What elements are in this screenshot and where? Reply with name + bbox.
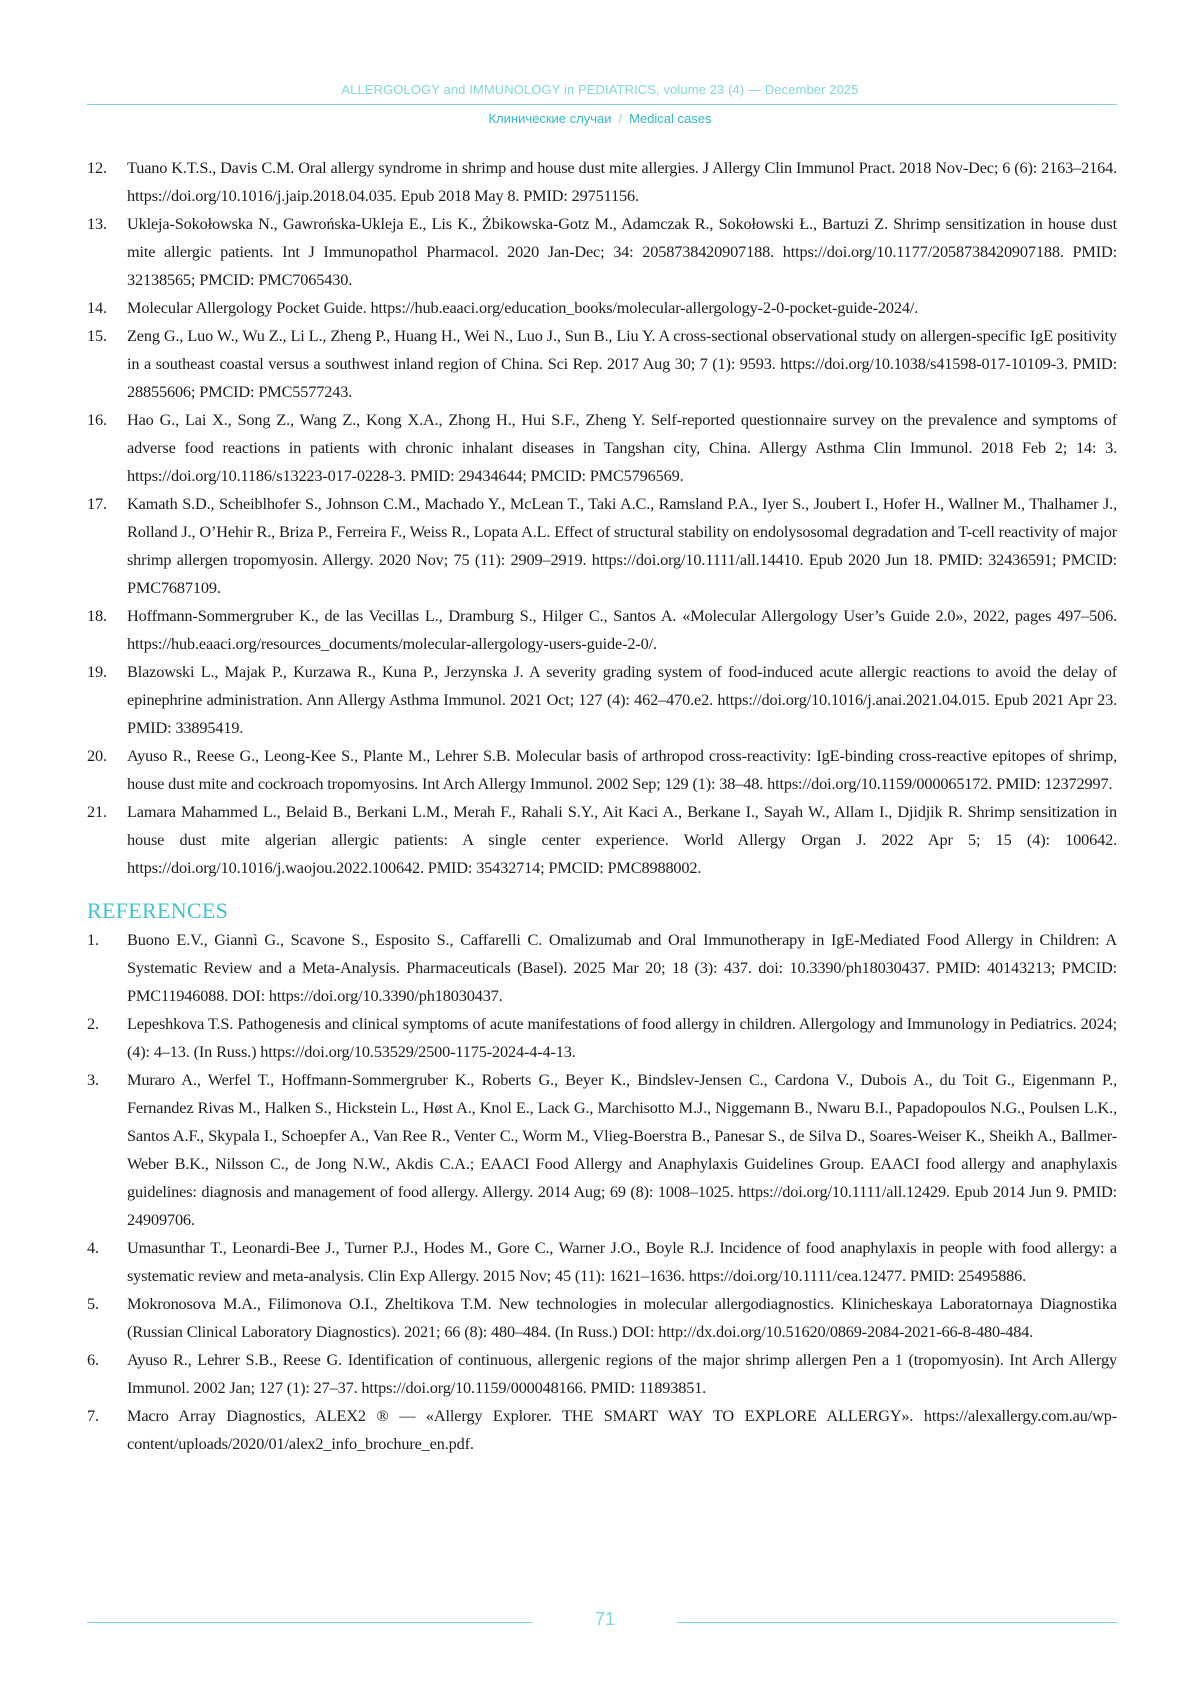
literature-text: Kamath S.D., Scheiblhofer S., Johnson C.M., Machado Y., McLean T., Taki A.C., Ramsland P.A., Iyer S., Joubert I., Hofer H., Wallner M., Thalhamer J., Rolland J., O’Hehir R., Briza P., Ferreira F., Weiss R., Lopata A.L. Effect of structural stability on endolysosomal degradation and T-cell reactivity of major shrimp allergen tropomyosin. Allergy. 2020 Nov; 75 (11): 2909–2919. https://doi.org/10.1111/all.14410. Epub 2020 Jun 18. PMID: 32436591; PMCID: PMC7687109. [127,494,1117,597]
reference-text: Mokronosova M.A., Filimonova O.I., Zheltikova T.M. New technologies in molecular allergodiagnostics. Klinicheskaya Laboratornaya Diagnostika (Russian Clinical Laboratory Diagnostics). 2021; 66 (8): 480–484. (In Russ.) DOI: http://dx.doi.org/10.51620/0869-2084-2021-66-8-480-484. [127,1294,1117,1341]
reference-item [87,926,1117,1010]
literature-item [87,602,1117,658]
reference-text: Buono E.V., Giannì G., Scavone S., Esposito S., Caffarelli C. Omalizumab and Oral Immunotherapy in IgE-Mediated Food Allergy in Children: A Systematic Review and a Meta-Analysis. Pharmaceuticals (Basel). 2025 Mar 20; 18 (3): 437. doi: 10.3390/ph18030437. PMID: 40143213; PMCID: PMC11946088. DOI: https://doi.org/10.3390/ph18030437. [127,930,1117,1005]
literature-number: 13. [87,214,107,233]
page-number: 71 [594,1609,616,1629]
reference-number: 1. [87,930,99,949]
literature-item [87,798,1117,882]
reference-text: Ayuso R., Lehrer S.B., Reese G. Identification of continuous, allergenic regions of the major shrimp allergen Pen a 1 (tropomyosin). Int Arch Allergy Immunol. 2002 Jan; 127 (1): 27–37. https://doi.org/10.1159/000048166. PMID: 11893851. [127,1350,1117,1397]
reference-number: 5. [87,1294,99,1313]
reference-number: 3. [87,1070,99,1089]
literature-text: Hoffmann-Sommergruber K., de las Vecillas L., Dramburg S., Hilger C., Santos A. «Molecular Allergology User’s Guide 2.0», 2022, pages 497–506. https://hub.eaaci.org/resources_documents/molecular-allergology-users-guide-2-0/. [127,606,1117,653]
literature-number: 15. [87,326,107,345]
reference-text: Macro Array Diagnostics, ALEX2 ® — «Allergy Explorer. THE SMART WAY TO EXPLORE ALLERGY». https://alexallergy.com.au/wp-content/uploads/2020/01/alex2_info_brochure_en.pdf. [127,1406,1117,1453]
literature-item [87,658,1117,742]
literature-item [87,406,1117,490]
section-label-en: Medical cases [629,111,712,126]
reference-item [87,1346,1117,1402]
literature-number: 14. [87,298,107,317]
literature-text: Ukleja-Sokołowska N., Gawrońska-Ukleja E., Lis K., Żbikowska-Gotz M., Adamczak R., Sokołowski Ł., Bartuzi Z. Shrimp sensitization in house dust mite allergic patients. Int J Immunopathol Pharmacol. 2020 Jan-Dec; 34: 2058738420907188. https://doi.org/10.1177/2058738420907188. PMID: 32138565; PMCID: PMC7065430. [127,214,1117,289]
reference-text: Muraro A., Werfel T., Hoffmann-Sommergruber K., Roberts G., Beyer K., Bindslev-Jensen C., Cardona V., Dubois A., du Toit G., Eigenmann P., Fernandez Rivas M., Halken S., Hickstein L., Høst A., Knol E., Lack G., Marchisotto M.J., Niggemann B., Nwaru B.I., Papadopoulos N.G., Poulsen L.K., Santos A.F., Skypala I., Schoepfer A., Van Ree R., Venter C., Worm M., Vlieg-Boerstra B., Panesar S., de Silva D., Soares-Weiser K., Sheikh A., Ballmer-Weber B.K., Nilsson C., de Jong N.W., Akdis C.A.; EAACI Food Allergy and Anaphylaxis Guidelines Group. EAACI food allergy and anaphylaxis guidelines: diagnosis and management of food allergy. Allergy. 2014 Aug; 69 (8): 1008–1025. https://doi.org/10.1111/all.12429. Epub 2014 Jun 9. PMID: 24909706. [127,1070,1117,1229]
literature-text: Molecular Allergology Pocket Guide. https://hub.eaaci.org/education_books/molecular-allergology-2-0-pocket-guide-2024/. [127,298,919,317]
literature-number: 21. [87,802,107,821]
literature-number: 16. [87,410,107,429]
journal-running-head: ALLERGOLOGY and IMMUNOLOGY in PEDIATRICS, volume 23 (4) — December 2025 [341,82,859,97]
literature-item [87,490,1117,602]
literature-item [87,210,1117,294]
literature-number: 18. [87,606,107,625]
section-separator: / [618,111,623,126]
reference-text: Lepeshkova T.S. Pathogenesis and clinical symptoms of acute manifestations of food allergy in children. Allergology and Immunology in Pediatrics. 2024; (4): 4–13. (In Russ.) https://doi.org/10.53529/2500-1175-2024-4-4-13. [127,1014,1117,1061]
literature-text: Lamara Mahammed L., Belaid B., Berkani L.M., Merah F., Rahali S.Y., Ait Kaci A., Berkane I., Sayah W., Allam I., Djidjik R. Shrimp sensitization in house dust mite algerian allergic patients: A single center experience. World Allergy Organ J. 2022 Apr 5; 15 (4): 100642. https://doi.org/10.1016/j.waojou.2022.100642. PMID: 35432714; PMCID: PMC8988002. [127,802,1117,877]
literature-text: Tuano K.T.S., Davis C.M. Oral allergy syndrome in shrimp and house dust mite allergies. J Allergy Clin Immunol Pract. 2018 Nov-Dec; 6 (6): 2163–2164. https://doi.org/10.1016/j.jaip.2018.04.035. Epub 2018 May 8. PMID: 29751156. [127,158,1117,205]
reference-number: 7. [87,1406,99,1425]
section-label-ru: Клинические случаи [488,111,612,126]
literature-text: Hao G., Lai X., Song Z., Wang Z., Kong X.A., Zhong H., Hui S.F., Zheng Y. Self-reported questionnaire survey on the prevalence and symptoms of adverse food reactions in patients with chronic inhalant diseases in Tangshan city, China. Allergy Asthma Clin Immunol. 2018 Feb 2; 14: 3. https://doi.org/10.1186/s13223-017-0228-3. PMID: 29434644; PMCID: PMC5796569. [127,410,1117,485]
literature-number: 17. [87,494,107,513]
header-divider [87,104,1117,105]
literature-item [87,294,1117,322]
section-heading [0,111,1200,126]
reference-item [87,1402,1117,1458]
reference-item [87,1010,1117,1066]
footer-divider-right [677,1622,1117,1623]
reference-content [87,154,1117,1458]
literature-text: Ayuso R., Reese G., Leong-Kee S., Plante M., Lehrer S.B. Molecular basis of arthropod cross-reactivity: IgE-binding cross-reactive epitopes of shrimp, house dust mite and cockroach tropomyosins. Int Arch Allergy Immunol. 2002 Sep; 129 (1): 38–48. https://doi.org/10.1159/000065172. PMID: 12372997. [127,746,1117,793]
literature-text: Zeng G., Luo W., Wu Z., Li L., Zheng P., Huang H., Wei N., Luo J., Sun B., Liu Y. A cross-sectional observational study on allergen-specific IgE positivity in a southeast coastal versus a southwest inland region of China. Sci Rep. 2017 Aug 30; 7 (1): 9593. https://doi.org/10.1038/s41598-017-10109-3. PMID: 28855606; PMCID: PMC5577243. [127,326,1117,401]
references-list [87,926,1117,1458]
literature-item [87,742,1117,798]
references-heading: REFERENCES [87,898,229,923]
literature-text: Blazowski L., Majak P., Kurzawa R., Kuna P., Jerzynska J. A severity grading system of food-induced acute allergic reactions to avoid the delay of epinephrine administration. Ann Allergy Asthma Immunol. 2021 Oct; 127 (4): 462–470.e2. https://doi.org/10.1016/j.anai.2021.04.015. Epub 2021 Apr 23. PMID: 33895419. [127,662,1117,737]
literature-number: 19. [87,662,107,681]
literature-list [87,154,1117,882]
reference-number: 2. [87,1014,99,1033]
reference-item [87,1290,1117,1346]
reference-number: 6. [87,1350,99,1369]
literature-item [87,154,1117,210]
literature-number: 12. [87,158,107,177]
reference-item [87,1234,1117,1290]
reference-number: 4. [87,1238,99,1257]
footer-divider-left [87,1622,533,1623]
reference-text: Umasunthar T., Leonardi-Bee J., Turner P.J., Hodes M., Gore C., Warner J.O., Boyle R.J. Incidence of food anaphylaxis in people with food allergy: a systematic review and meta-analysis. Clin Exp Allergy. 2015 Nov; 45 (11): 1621–1636. https://doi.org/10.1111/cea.12477. PMID: 25495886. [127,1238,1117,1285]
reference-item [87,1066,1117,1234]
literature-number: 20. [87,746,107,765]
literature-item [87,322,1117,406]
